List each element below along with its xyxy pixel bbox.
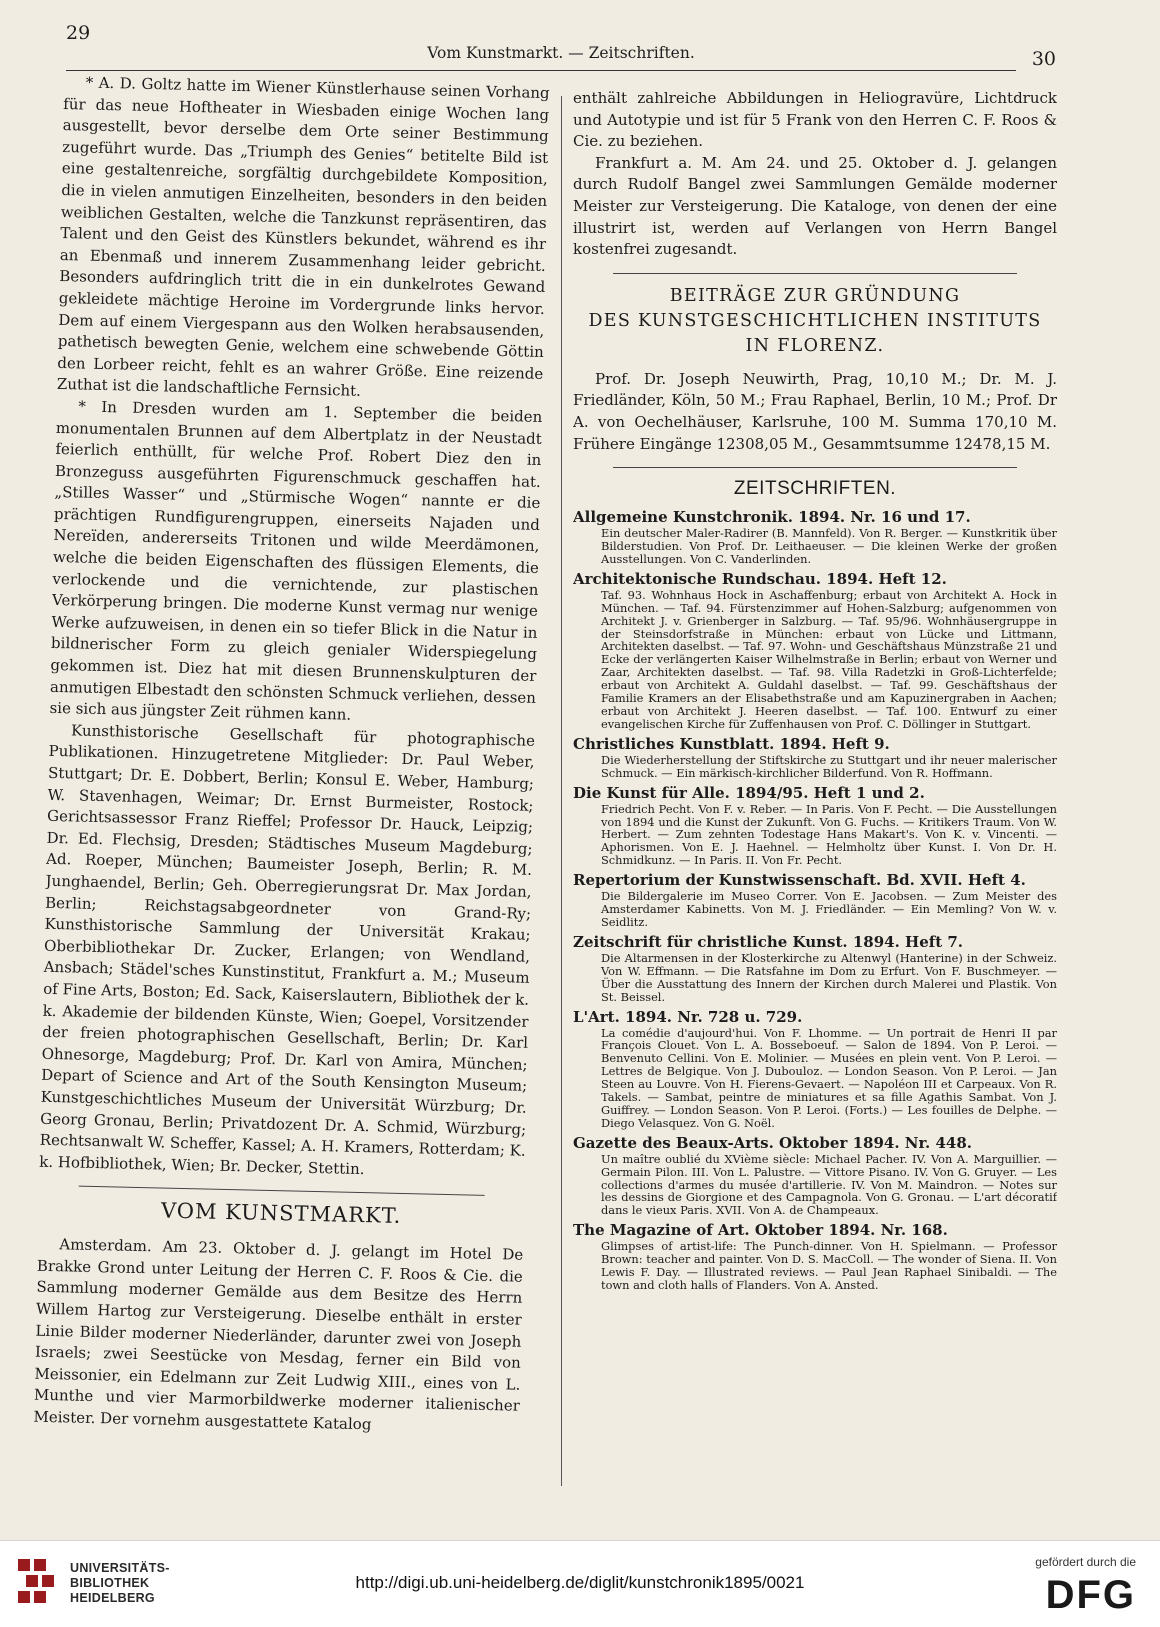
- journal-contents: Die Altarmensen in der Klosterkirche zu Altenwyl (Hanterine) in der Schweiz. Von W. Effmann. — Die Ratsfahne im Dom zu Erfurt. Von F. Buschmeyer. — Über die Ausstattung des Innern der Kirchen durch Malerei und Plastik. Von St. Beissel.: [601, 950, 1057, 1004]
- goltz-paragraph: * A. D. Goltz hatte im Wiener Künstlerhause seinen Vorhang für das neue Hoftheater in Wiesbaden einige Wochen lang ausgestellt, bevor derselbe dem Orte seiner Bestimmung zugeführt wurde. Das „Triumph des Genies“ betitelte Bild ist eine gestaltenreiche, sorgfältig durchgebildete Komposition, die in vielen anmutigen Einzelheiten, besonders in den beiden weiblichen Gestalten, welche die Tanzkunst repräsentiren, das Talent und den Geist des Künstlers bekundet, während es ihr an Ebenmaß und innerem Zusammenhang leider gebricht. Besonders aufdringlich tritt die in ein dunkelrotes Gewand gekleidete mächtige Heroine im Vordergrunde links hervor. Dem auf einem Viergespann aus den Wolken herabsausenden, pathetisch bewegten Genie, welchem eine schwebende Göttin den Lorbeer reicht, fehlt es an wahrer Größe. Eine reizende Zuthat ist die landschaftliche Fernsicht.: [56, 73, 550, 401]
- section-rule: [613, 273, 1017, 274]
- journal-contents: Glimpses of artist-life: The Punch-dinner. Von H. Spielmann. — Professor Brown: teacher and painter. Von D. S. MacColl. — The wonder of Siena. II. Von Lewis F. Day. — Illustrated reviews. — Paul Jean Raphael Sinibaldi. — The town and cloth halls of Flanders. Von A. Ansted.: [601, 1239, 1057, 1292]
- journal-title: The Magazine of Art. Oktober 1894. Nr. 168.: [573, 1221, 948, 1240]
- journal-entry: [573, 1008, 1057, 1130]
- journal-title: Christliches Kunstblatt. 1894. Heft 9.: [573, 734, 890, 753]
- journal-entry: [573, 1221, 1057, 1292]
- journal-contents: Die Bildergalerie im Museo Correr. Von E. Jacobsen. — Zum Meister des Amsterdamer Kabinetts. Von M. J. Friedländer. — Ein Memling? Von W. v. Seidlitz.: [601, 889, 1057, 929]
- journal-title: Repertorium der Kunstwissenschaft. Bd. XVII. Heft 4.: [573, 871, 1026, 890]
- journal-contents: La comédie d'aujourd'hui. Von F. Lhomme. — Un portrait de Henri II par François Clouet. Von L. A. Bosseboeuf. — Salon de 1894. Von P. Leroi. — Benvenuto Cellini. Von E. Molinier. — Musées en plein vent. Von P. Leroi. — Lettres de Belgique. Von J. Dubouloz. — London Season. Von P. Leroi. — Jan Steen au Louvre. Von H. Fierens-Gevaert. — Napoléon III et Carpeaux. Von R. Takels. — Sambat, peintre de miniatures et sa fille Agathis Sambat. Von J. Guiffrey. — London Season. Von P. Leroi. (Forts.) — Les fouilles de Delphe. — Diego Velasquez. Von G. Noël.: [601, 1025, 1057, 1130]
- library-name-line: BIBLIOTHEK: [70, 1576, 150, 1590]
- frankfurt-paragraph: Frankfurt a. M. Am 24. und 25. Oktober d. J. gelangen durch Rudolf Bangel zwei Sammlungen Gemälde moderner Meister zur Versteigerung. Die Kataloge, von denen der eine illustrirt ist, werden auf Verlangen von Herrn Bangel kostenfrei zugesandt.: [573, 153, 1057, 259]
- column-divider: [561, 96, 562, 1486]
- running-title: Vom Kunstmarkt. — Zeitschriften.: [427, 44, 695, 62]
- journal-entry: [573, 508, 1057, 566]
- journal-entry: [573, 1134, 1057, 1218]
- journal-entry: [573, 933, 1057, 1004]
- journal-title: Architektonische Rundschau. 1894. Heft 12.: [573, 569, 947, 588]
- gesellschaft-paragraph: Kunsthistorische Gesellschaft für photographische Publikationen. Hinzugetretene Mitglieder: Dr. Paul Weber, Stuttgart; Dr. E. Dobbert, Berlin; Konsul E. Weber, Hamburg; W. Stavenhagen, Weimar; Dr. Ernst Burmeister, Rostock; Gerichtsassessor Franz Rieffel; Professor Dr. Hauck, Leipzig; Dr. Ed. Flechsig, Dresden; Städtisches Museum Magdeburg; Ad. Roeper, München; Baumeister Joseph, Berlin; R. M. Junghaendel, Berlin; Geh. Oberregierungsrat Dr. Max Jordan, Berlin; Reichstagsabgeordneter von Grand-Ry; Kunsthistorische Sammlung der Universität Krakau; Oberbibliothekar Dr. Zucker, Erlangen; von Wendland, Ansbach; Städel'sches Kunstinstitut, Frankfurt a. M.; Museum of Fine Arts, Boston; Ed. Sack, Kaiserslautern, Bibliothek der k. k. Akademie der bildenden Künste, Wien; Goepel, Vorsitzender der freien photographischen Gesellschaft, Berlin; Dr. Karl Ohnesorge, Magdeburg; Prof. Dr. Karl von Amira, München; Depart of Science and Art of the South Kensington Museum; Kunstgeschichtliches Museum der Universität Würzburg; Dr. Georg Gronau, Berlin; Privatdozent Dr. A. Schmid, Würzburg; Rechtsanwalt W. Scheffer, Kassel; A. H. Kramers, Rotterdam; K. k. Hofbibliothek, Wien; Br. Decker, Stettin.: [39, 721, 536, 1178]
- journal-entry: [573, 784, 1057, 868]
- beitraege-heading-line: IN FLORENZ.: [745, 335, 885, 356]
- dresden-paragraph: * In Dresden wurden am 1. September die beiden monumentalen Brunnen auf dem Albertplatz in der Neustadt feierlich enthüllt, für welche Prof. Robert Diez den in Bronzeguss ausgeführten Figurenschmuck geschaffen hat. „Stilles Wasser“ und „Stürmische Wogen“ nannte er die prächtigen Rundfigurengruppen, einerseits Najaden und Nereïden, andererseits Tritonen und wilde Meerdämonen, welche die beiden Eigenschaften des flüssigen Elements, die verlockende und die vernichtende, zur plastischen Verkörperung bringen. Die moderne Kunst vermag nur wenige Werke aufzuweisen, in denen ein so tiefer Blick in die Natur in bildnerischer Form zu gleich genialer Widerspiegelung gekommen ist. Diez hat mit diesen Brunnenskulpturen der anmutigen Elbestadt den schönsten Schmuck verliehen, dessen sie sich aus jüngster Zeit rühmen kann.: [49, 397, 543, 724]
- journal-title: Zeitschrift für christliche Kunst. 1894. Heft 7.: [573, 932, 964, 951]
- digitization-footer: [0, 1540, 1160, 1627]
- right-column: [573, 88, 1057, 1498]
- page-number-right: 30: [1031, 48, 1056, 70]
- amsterdam-paragraph: Amsterdam. Am 23. Oktober d. J. gelangt im Hotel De Brakke Grond unter Leitung der Herren C. F. Roos & Cie. die Sammlung moderner Gemälde aus dem Besitze des Herrn Willem Hartog zur Versteigerung. Dieselbe enthält in erster Linie Bilder moderner Niederländer, darunter zwei von Joseph Israels; zwei Seestücke von Mesdag, ferner ein Bild von Meissonier, ein Edelmann zur Zeit Ludwig XIII., eines von L. Munthe und vier Marmorbildwerke moderner italienischer Meister. Der vornehm ausgestattete Katalog: [33, 1235, 524, 1434]
- library-name-line: HEIDELBERG: [70, 1591, 155, 1605]
- source-url-link[interactable]: http://digi.ub.uni-heidelberg.de/diglit/kunstchronik1895/0021: [355, 1573, 805, 1592]
- left-column: [32, 72, 550, 1507]
- page-header: [66, 18, 1056, 72]
- kunstmarkt-heading: VOM KUNSTMARKT.: [160, 1198, 402, 1229]
- library-name-line: UNIVERSITÄTS-: [70, 1561, 170, 1575]
- beitraege-heading: [573, 284, 1057, 359]
- journal-contents: Die Wiederherstellung der Stiftskirche zu Stuttgart und ihr neuer malerischer Schmuck. — Ein märkisch-kirchlicher Bilderfund. Von R. Hoffmann.: [601, 752, 1057, 780]
- beitraege-paragraph: Prof. Dr. Joseph Neuwirth, Prag, 10,10 M.; Dr. M. J. Friedländer, Köln, 50 M.; Frau Raphael, Berlin, 10 M.; Prof. Dr A. von Oechelhäuser, Karlsruhe, 100 M. Summa 170,10 M. Frühere Eingänge 12308,05 M., Gesammtsumme 12478,15 M.: [573, 369, 1057, 453]
- journal-title: Die Kunst für Alle. 1894/95. Heft 1 und 2.: [573, 783, 925, 802]
- beitraege-heading-line: DES KUNSTGESCHICHTLICHEN INSTITUTS: [588, 310, 1042, 331]
- dfg-logo: DFG: [1045, 1573, 1136, 1617]
- zeitschriften-heading: ZEITSCHRIFTEN.: [733, 478, 897, 500]
- journal-contents: Friedrich Pecht. Von F. v. Reber. — In Paris. Von F. Pecht. — Die Ausstellungen von 1894 und die Kunst der Zukunft. Von G. Fuchs. — Kritikers Traum. Von W. Herbert. — Zum zehnten Todestage Hans Makart's. Von K. v. Vincenti. — Aphorismen. Von E. J. Haehnel. — Helmholtz über Kunst. I. Von Dr. H. Schmidkunz. — In Paris. II. Von Fr. Pecht.: [601, 801, 1057, 868]
- section-rule: [79, 1186, 485, 1196]
- beitraege-heading-line: BEITRÄGE ZUR GRÜNDUNG: [669, 285, 961, 306]
- katalog-continuation: enthält zahlreiche Abbildungen in Heliogravüre, Lichtdruck und Autotypie und ist für 5 Frank von den Herren C. F. Roos & Cie. zu beziehen.: [573, 89, 1057, 151]
- funded-by-label: gefördert durch die: [1035, 1555, 1136, 1569]
- page-number-left: 29: [66, 22, 91, 44]
- header-rule: [66, 70, 1016, 71]
- journal-title: Allgemeine Kunstchronik. 1894. Nr. 16 und 17.: [573, 508, 971, 527]
- journal-contents: Ein deutscher Maler-Radirer (B. Mannfeld). Von R. Berger. — Kunstkritik über Bilderstudien. Von Prof. Dr. Leithaeuser. — Die kleinen Werke der großen Ausstellungen. Von C. Vanderlinden.: [601, 526, 1057, 566]
- journal-entry: [573, 735, 1057, 780]
- journal-title: Gazette des Beaux-Arts. Oktober 1894. Nr. 448.: [573, 1133, 972, 1152]
- journal-entry: [573, 871, 1057, 929]
- journal-title: L'Art. 1894. Nr. 728 u. 729.: [573, 1007, 803, 1026]
- section-rule: [613, 467, 1017, 468]
- journal-entry: [573, 570, 1057, 731]
- journal-contents: Taf. 93. Wohnhaus Hock in Aschaffenburg; erbaut von Architekt A. Hock in München. — Taf. 94. Fürstenzimmer auf Hohen-Salzburg; aufgenommen von Architekt J. v. Grienberger in Salzburg. — Taf. 95/96. Wohnhäusergruppe in der Steinsdorfstraße in München: erbaut von Lücke und Littmann, Architekten daselbst. — Taf. 97. Wohn- und Geschäftshaus Münzstraße 21 und Ecke der verlängerten Kaiser Wilhelmstraße in Berlin; erbaut von Werner und Zaar, Architekten daselbst. — Taf. 98. Villa Radetzki in Groß-Lichterfelde; erbaut von Architekt A. Guldahl daselbst. — Taf. 99. Geschäftshaus der Familie Kramers an der Elisabethstraße und am Kapuzinergraben in Aachen; erbaut von Architekt J. Heeren daselbst. — Taf. 100. Entwurf zu einer evangelischen Kirche für Zuffenhausen von Prof. C. Döllinger in Stuttgart.: [601, 587, 1057, 731]
- journal-contents: Un maître oublié du XVième siècle: Michael Pacher. IV. Von A. Marguillier. — Germain Pilon. III. Von L. Palustre. — Vittore Pisano. IV. Von G. Gruyer. — Les collections d'armes du musée d'artillerie. IV. Von M. Maindron. — Notes sur les dessins de Giorgione et des Campagnola. Von G. Gronau. — L'art décoratif dans le vieux Paris. XVII. Von A. de Champeaux.: [601, 1151, 1057, 1218]
